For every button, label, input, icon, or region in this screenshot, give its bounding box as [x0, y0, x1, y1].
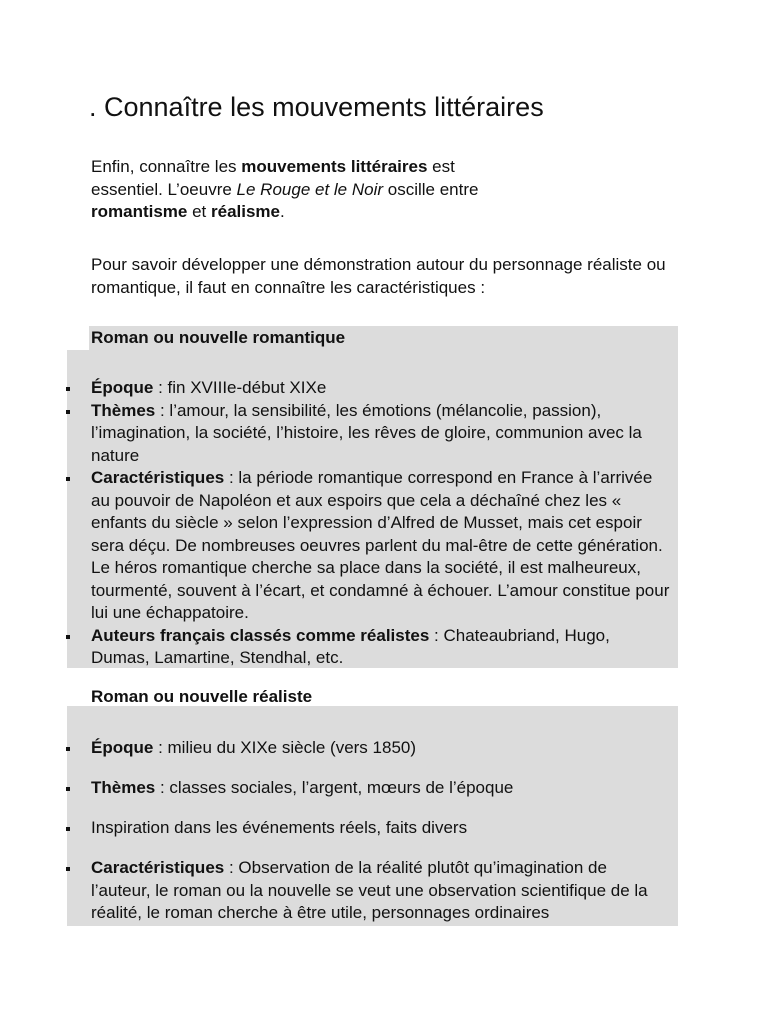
item-text: : Observation de la réalité plutôt qu’imagination de l’auteur, le roman ou la nouvelle se veut une observation scientifique de la réalité, le roman cherche à être utile, personnages ordinaires — [91, 858, 648, 922]
intro-text-1: Enfin, connaître les — [91, 157, 242, 176]
intro-bold-mouvements: mouvements littéraires — [241, 157, 428, 176]
section-heading-romantique: Roman ou nouvelle romantique — [91, 328, 346, 347]
item-label: Thèmes — [91, 400, 156, 420]
list-item-caracteristiques — [91, 467, 671, 625]
page-title: . Connaître les mouvements littéraires — [89, 92, 544, 122]
list-item-auteurs — [91, 625, 671, 670]
list-item-epoque — [91, 377, 671, 400]
item-text: : la période romantique correspond en France à l’arrivée au pouvoir de Napoléon et aux espoirs que cela a déchaîné chez les « enfants du siècle » selon l’expression d’Alfred de Musset, mais cet espoir sera déçu. De nombreuses oeuvres parlent du mal-être de cette génération. Le héros romantique cherche sa place dans la société, il est malheureux, tourmenté, souvent à l’écart, et condamné à échouer. L’amour constitue pour lui une échappatoire. — [91, 468, 670, 622]
item-label: Auteurs français classés comme réalistes — [91, 625, 430, 645]
section-heading-realiste: Roman ou nouvelle réaliste — [91, 687, 313, 706]
item-label: Époque — [91, 738, 154, 757]
item-label: Caractéristiques — [91, 468, 225, 487]
list-item-themes — [91, 400, 671, 468]
intro-paragraph-2: Pour savoir développer une démonstration autour du personnage réaliste ou romantique, il faut en connaître les caractéristiques : — [91, 255, 666, 297]
item-text: : fin XVIIIe-début XIXe — [153, 378, 327, 397]
item-label: Époque — [91, 378, 154, 397]
item-text: : Chateaubriand, Hugo, Dumas, Lamartine, Stendhal, etc. — [91, 625, 610, 667]
list-item-themes — [91, 777, 671, 800]
item-label: Thèmes — [91, 778, 156, 797]
list-item-caracteristiques — [91, 857, 671, 925]
list-item-epoque — [91, 737, 671, 760]
item-text: : classes sociales, l’argent, mœurs de l’époque — [155, 778, 514, 797]
item-text: : l’amour, la sensibilité, les émotions (mélancolie, passion), l’imagination, la société, l’histoire, les rêves de gloire, communion avec la nature — [91, 400, 642, 465]
intro-text-3: oscille entre — [383, 179, 479, 199]
intro-text-4: et — [187, 202, 211, 221]
list-item-inspiration — [91, 817, 671, 840]
item-text: Inspiration dans les événements réels, faits divers — [91, 818, 468, 837]
intro-italic-title: Le Rouge et le Noir — [236, 179, 384, 199]
list-realiste — [91, 737, 671, 925]
item-label: Caractéristiques — [91, 858, 225, 877]
intro-bold-romantisme: romantisme — [91, 202, 188, 221]
intro-text-5: . — [280, 202, 285, 221]
list-romantique — [91, 377, 671, 670]
item-text: : milieu du XIXe siècle (vers 1850) — [153, 738, 417, 757]
intro-paragraph — [91, 156, 511, 224]
intro-bold-realisme: réalisme — [211, 202, 280, 221]
intro-text-2: est essentiel. L’oeuvre — [91, 157, 455, 199]
